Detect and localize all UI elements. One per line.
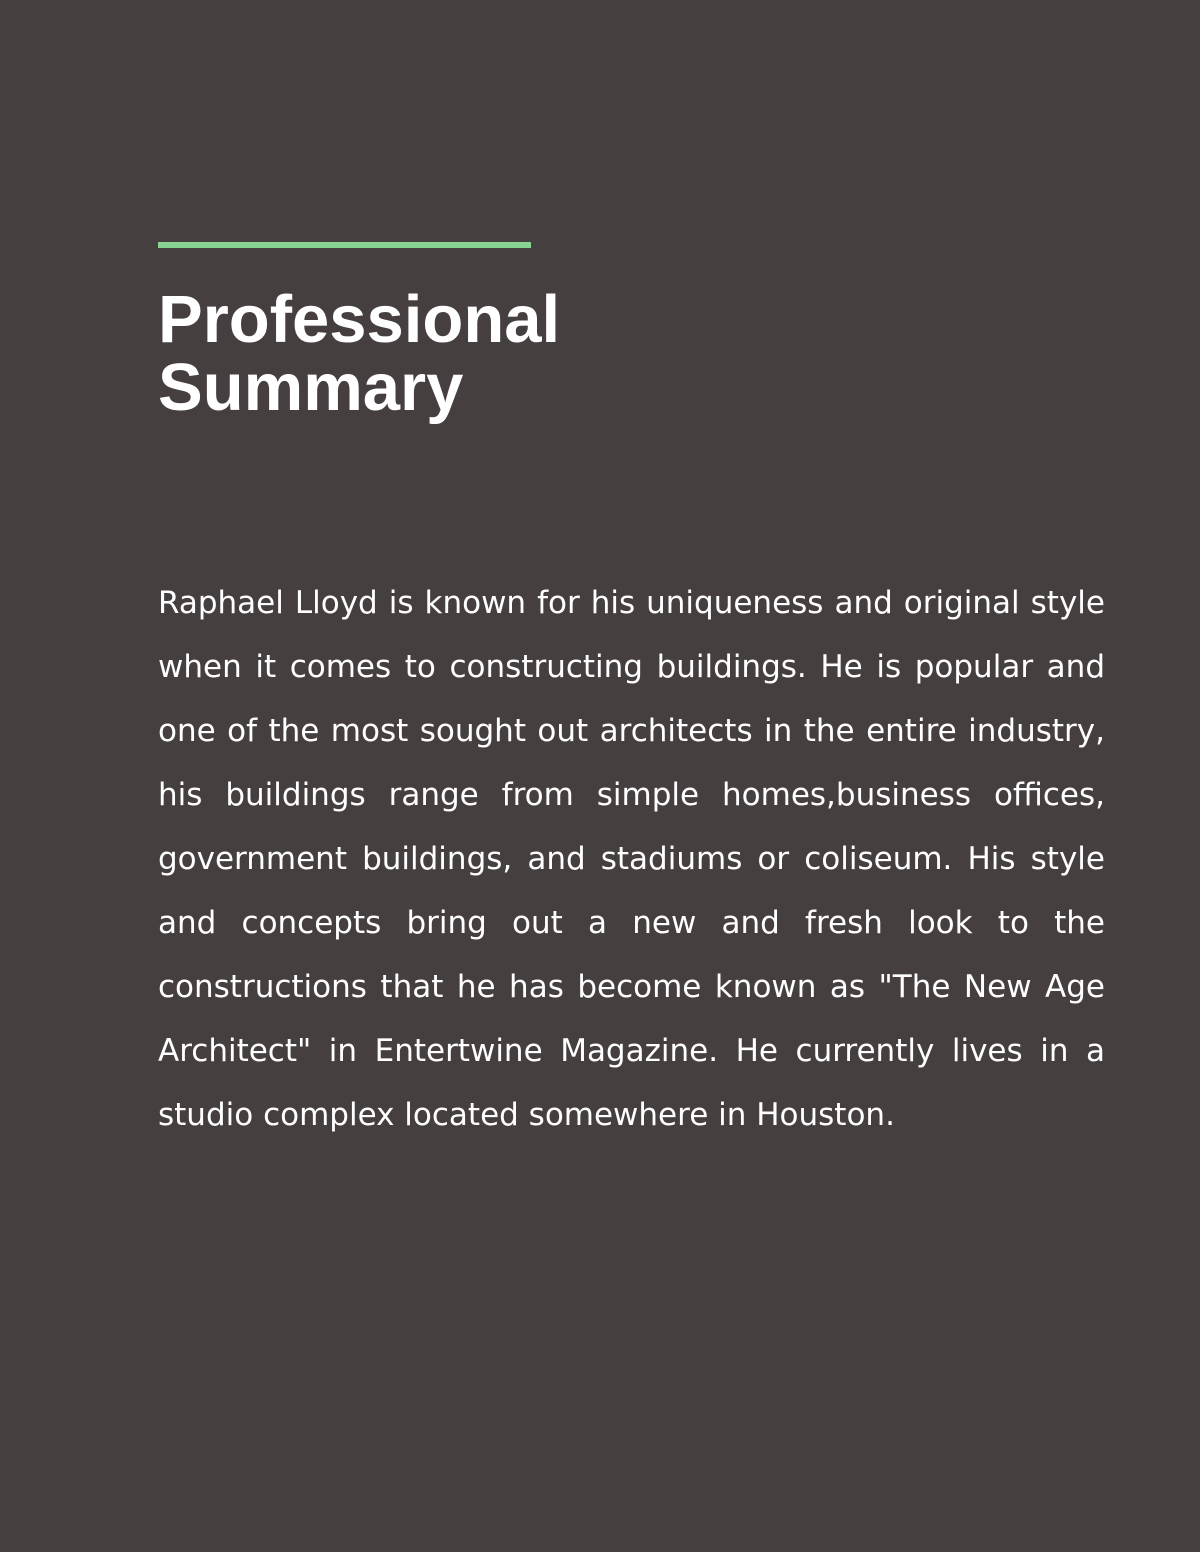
section-title-line-1: Professional xyxy=(158,282,561,357)
accent-divider xyxy=(158,242,531,248)
section-title-line-2: Summary xyxy=(158,350,464,425)
summary-paragraph: Raphael Lloyd is known for his uniqueness and original style when it comes to constructing buildings. He is popular and one of the most sought out architects in the entire industry, his buildings range from simple homes,business offices, government buildings, and stadiums or coliseum. His style and concepts bring out a new and fresh look to the constructions that he has become known as "The New Age Architect" in Entertwine Magazine. He currently lives in a studio complex located somewhere in Houston. xyxy=(158,585,1105,1133)
section-title xyxy=(158,282,758,425)
